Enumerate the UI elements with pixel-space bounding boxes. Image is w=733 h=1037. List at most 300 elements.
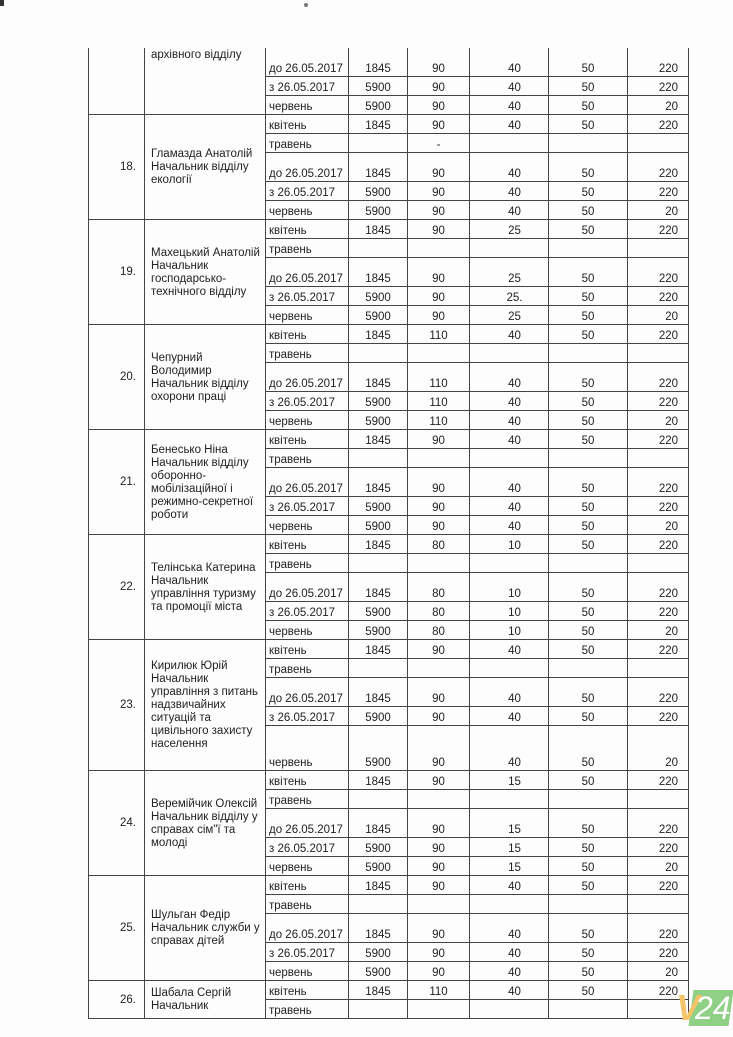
value-col3: 15 (470, 809, 549, 838)
value-col2: 80 (408, 573, 470, 602)
value-col1: 1845 (349, 363, 408, 392)
employee-name-position: Бенесько Ніна Начальник відділу оборонно-мобілізаційної і режимно-секретної роботи (145, 430, 266, 535)
value-col5 (628, 554, 689, 573)
period-label: до 26.05.2017 (266, 258, 349, 287)
value-col5: 20 (628, 962, 689, 981)
value-col2: 90 (408, 838, 470, 857)
table-row (89, 876, 689, 895)
value-col3: 40 (470, 516, 549, 535)
value-col2: 90 (408, 640, 470, 659)
value-col1 (349, 895, 408, 914)
value-col3: 40 (470, 726, 549, 771)
value-col5: 220 (628, 640, 689, 659)
value-col4: 50 (549, 771, 628, 790)
value-col4: 50 (549, 640, 628, 659)
value-col2: 80 (408, 535, 470, 554)
value-col5: 220 (628, 48, 689, 77)
period-label: до 26.05.2017 (266, 809, 349, 838)
value-col4: 50 (549, 48, 628, 77)
value-col4: 50 (549, 363, 628, 392)
value-col4 (549, 659, 628, 678)
value-col3: 25 (470, 220, 549, 239)
value-col2: 80 (408, 602, 470, 621)
value-col3: 40 (470, 115, 549, 134)
period-label: травень (266, 895, 349, 914)
period-label: з 26.05.2017 (266, 838, 349, 857)
value-col1: 5900 (349, 77, 408, 96)
scan-dot (304, 3, 308, 7)
value-col2: 90 (408, 678, 470, 707)
value-col5: 20 (628, 857, 689, 876)
period-label: квітень (266, 325, 349, 344)
value-col3: 10 (470, 602, 549, 621)
value-col1: 1845 (349, 535, 408, 554)
value-col1: 5900 (349, 962, 408, 981)
value-col3: 40 (470, 640, 549, 659)
value-col4: 50 (549, 287, 628, 306)
value-col1 (349, 1000, 408, 1019)
value-col3: 15 (470, 857, 549, 876)
employee-name-position: Махецький Анатолій Начальник господарсько-технічного відділу (145, 220, 266, 325)
value-col4: 50 (549, 153, 628, 182)
value-col4: 50 (549, 182, 628, 201)
period-label: червень (266, 516, 349, 535)
value-col2: 110 (408, 981, 470, 1000)
row-number: 24. (89, 771, 145, 876)
value-col2: 90 (408, 726, 470, 771)
value-col3: 40 (470, 48, 549, 77)
value-col3: 40 (470, 497, 549, 516)
table-row (89, 220, 689, 239)
value-col1: 5900 (349, 943, 408, 962)
value-col3: 15 (470, 771, 549, 790)
value-col5: 220 (628, 535, 689, 554)
value-col2: 90 (408, 77, 470, 96)
value-col1 (349, 134, 408, 153)
value-col2 (408, 554, 470, 573)
value-col4: 50 (549, 602, 628, 621)
row-number: 21. (89, 430, 145, 535)
value-col2: 90 (408, 468, 470, 497)
period-label: з 26.05.2017 (266, 77, 349, 96)
period-label: до 26.05.2017 (266, 363, 349, 392)
employee-name-position: Чепурний Володимир Начальник відділу охорони праці (145, 325, 266, 430)
value-col4: 50 (549, 325, 628, 344)
value-col4: 50 (549, 392, 628, 411)
period-label: червень (266, 621, 349, 640)
value-col4: 50 (549, 411, 628, 430)
row-number: 23. (89, 640, 145, 771)
table-row (89, 48, 689, 77)
employee-name-position: архівного відділу (145, 48, 266, 115)
value-col1: 1845 (349, 220, 408, 239)
value-col2: 90 (408, 809, 470, 838)
value-col1: 5900 (349, 96, 408, 115)
value-col4 (549, 239, 628, 258)
row-number: 26. (89, 981, 145, 1019)
row-number: 20. (89, 325, 145, 430)
period-label: травень (266, 554, 349, 573)
value-col3: 40 (470, 943, 549, 962)
table-row (89, 430, 689, 449)
value-col3: 40 (470, 962, 549, 981)
value-col4: 50 (549, 838, 628, 857)
value-col5: 220 (628, 943, 689, 962)
period-label: червень (266, 306, 349, 325)
period-label: травень (266, 134, 349, 153)
value-col4 (549, 895, 628, 914)
value-col1: 5900 (349, 411, 408, 430)
value-col5 (628, 449, 689, 468)
value-col1: 5900 (349, 726, 408, 771)
value-col1: 5900 (349, 621, 408, 640)
value-col4: 50 (549, 430, 628, 449)
value-col1: 1845 (349, 914, 408, 943)
value-col5: 220 (628, 707, 689, 726)
value-col3 (470, 554, 549, 573)
value-col3: 10 (470, 535, 549, 554)
value-col3 (470, 134, 549, 153)
value-col2 (408, 659, 470, 678)
period-label: з 26.05.2017 (266, 707, 349, 726)
value-col5: 220 (628, 838, 689, 857)
period-label: квітень (266, 640, 349, 659)
period-label: до 26.05.2017 (266, 468, 349, 497)
value-col1: 5900 (349, 287, 408, 306)
period-label: червень (266, 201, 349, 220)
row-number: 18. (89, 115, 145, 220)
value-col4: 50 (549, 707, 628, 726)
value-col5: 220 (628, 77, 689, 96)
value-col1: 1845 (349, 573, 408, 602)
employee-name-position: Веремійчик Олексій Начальник відділу у справах сім"ї та молоді (145, 771, 266, 876)
value-col2 (408, 344, 470, 363)
value-col3: 25. (470, 287, 549, 306)
value-col2: 90 (408, 771, 470, 790)
value-col5: 220 (628, 468, 689, 497)
value-col4: 50 (549, 943, 628, 962)
value-col3: 40 (470, 707, 549, 726)
value-col2: 90 (408, 516, 470, 535)
value-col1: 5900 (349, 392, 408, 411)
value-col5: 220 (628, 115, 689, 134)
value-col3: 40 (470, 363, 549, 392)
value-col1: 1845 (349, 981, 408, 1000)
value-col4 (549, 1000, 628, 1019)
value-col3: 10 (470, 621, 549, 640)
value-col1 (349, 449, 408, 468)
value-col2: 110 (408, 363, 470, 392)
value-col1: 5900 (349, 838, 408, 857)
value-col2: 90 (408, 201, 470, 220)
value-col2: 90 (408, 115, 470, 134)
value-col2: 90 (408, 48, 470, 77)
value-col2: 90 (408, 182, 470, 201)
row-number: 19. (89, 220, 145, 325)
value-col3 (470, 449, 549, 468)
value-col5: 220 (628, 602, 689, 621)
value-col4: 50 (549, 809, 628, 838)
period-label: травень (266, 344, 349, 363)
value-col5: 220 (628, 430, 689, 449)
value-col2 (408, 1000, 470, 1019)
value-col5: 220 (628, 287, 689, 306)
value-col3 (470, 239, 549, 258)
scan-corner-mark (0, 0, 4, 6)
period-label: з 26.05.2017 (266, 182, 349, 201)
value-col3: 25 (470, 306, 549, 325)
value-col5: 220 (628, 914, 689, 943)
value-col2: 90 (408, 857, 470, 876)
value-col2: 90 (408, 876, 470, 895)
salary-table (88, 48, 689, 1019)
value-col4: 50 (549, 96, 628, 115)
value-col1: 1845 (349, 678, 408, 707)
table-row (89, 771, 689, 790)
value-col2: 110 (408, 392, 470, 411)
value-col3: 15 (470, 838, 549, 857)
value-col4: 50 (549, 914, 628, 943)
value-col2: 90 (408, 96, 470, 115)
period-label: до 26.05.2017 (266, 678, 349, 707)
value-col5: 220 (628, 258, 689, 287)
table-row (89, 115, 689, 134)
value-col1 (349, 344, 408, 363)
value-col5: 220 (628, 771, 689, 790)
value-col4: 50 (549, 857, 628, 876)
value-col5: 220 (628, 325, 689, 344)
value-col4: 50 (549, 876, 628, 895)
value-col4 (549, 790, 628, 809)
value-col1 (349, 554, 408, 573)
period-label: квітень (266, 981, 349, 1000)
logo-number: 24 (695, 990, 731, 1026)
value-col2: 90 (408, 430, 470, 449)
value-col5: 20 (628, 726, 689, 771)
period-label: до 26.05.2017 (266, 48, 349, 77)
value-col4: 50 (549, 77, 628, 96)
value-col3 (470, 344, 549, 363)
table-row (89, 535, 689, 554)
value-col1 (349, 790, 408, 809)
value-col3: 40 (470, 981, 549, 1000)
value-col3: 40 (470, 77, 549, 96)
value-col1: 5900 (349, 182, 408, 201)
period-label: травень (266, 239, 349, 258)
value-col1: 5900 (349, 516, 408, 535)
value-col5: 20 (628, 411, 689, 430)
period-label: квітень (266, 771, 349, 790)
value-col2 (408, 895, 470, 914)
value-col4: 50 (549, 115, 628, 134)
value-col4: 50 (549, 981, 628, 1000)
value-col4: 50 (549, 306, 628, 325)
table-row (89, 325, 689, 344)
value-col1: 5900 (349, 201, 408, 220)
value-col1: 1845 (349, 876, 408, 895)
value-col2: 110 (408, 325, 470, 344)
value-col1: 1845 (349, 153, 408, 182)
value-col3: 40 (470, 876, 549, 895)
period-label: травень (266, 449, 349, 468)
value-col4 (549, 449, 628, 468)
period-label: квітень (266, 220, 349, 239)
value-col3: 40 (470, 430, 549, 449)
value-col2: 90 (408, 220, 470, 239)
value-col3 (470, 895, 549, 914)
value-col4: 50 (549, 516, 628, 535)
value-col3: 40 (470, 96, 549, 115)
value-col5: 220 (628, 573, 689, 602)
value-col2 (408, 239, 470, 258)
period-label: до 26.05.2017 (266, 573, 349, 602)
period-label: квітень (266, 876, 349, 895)
value-col4 (549, 134, 628, 153)
value-col3: 40 (470, 153, 549, 182)
value-col5 (628, 790, 689, 809)
value-col1: 5900 (349, 602, 408, 621)
logo-letter: V (676, 987, 701, 1028)
value-col5: 220 (628, 392, 689, 411)
value-col5 (628, 344, 689, 363)
value-col1: 1845 (349, 115, 408, 134)
period-label: травень (266, 790, 349, 809)
row-number: 22. (89, 535, 145, 640)
value-col4 (549, 554, 628, 573)
value-col4: 50 (549, 220, 628, 239)
employee-name-position: Кирилюк Юрій Начальник управління з питань надзвичайних ситуацій та цивільного захисту населення (145, 640, 266, 771)
value-col1: 1845 (349, 430, 408, 449)
value-col5: 20 (628, 516, 689, 535)
value-col5: 220 (628, 497, 689, 516)
period-label: з 26.05.2017 (266, 943, 349, 962)
value-col1: 1845 (349, 325, 408, 344)
value-col1: 5900 (349, 497, 408, 516)
employee-name-position: Гламазда Анатолій Начальник відділу екології (145, 115, 266, 220)
period-label: з 26.05.2017 (266, 497, 349, 516)
value-col2: 90 (408, 497, 470, 516)
value-col2: 80 (408, 621, 470, 640)
row-number (89, 48, 145, 115)
period-label: червень (266, 962, 349, 981)
value-col4: 50 (549, 497, 628, 516)
employee-name-position: Шабала Сергій Начальник (145, 981, 266, 1019)
value-col4: 50 (549, 621, 628, 640)
period-label: червень (266, 857, 349, 876)
value-col3: 25 (470, 258, 549, 287)
value-col5 (628, 895, 689, 914)
value-col4: 50 (549, 468, 628, 497)
value-col3: 40 (470, 678, 549, 707)
value-col2: 90 (408, 943, 470, 962)
value-col5: 220 (628, 876, 689, 895)
value-col1 (349, 239, 408, 258)
period-label: квітень (266, 115, 349, 134)
table-row (89, 981, 689, 1000)
value-col4: 50 (549, 573, 628, 602)
value-col3: 40 (470, 325, 549, 344)
value-col2: - (408, 134, 470, 153)
table-row (89, 640, 689, 659)
value-col3: 40 (470, 182, 549, 201)
value-col5: 220 (628, 220, 689, 239)
value-col5: 220 (628, 809, 689, 838)
value-col4 (549, 344, 628, 363)
period-label: до 26.05.2017 (266, 914, 349, 943)
period-label: з 26.05.2017 (266, 287, 349, 306)
value-col3: 40 (470, 411, 549, 430)
period-label: до 26.05.2017 (266, 153, 349, 182)
value-col3: 40 (470, 468, 549, 497)
value-col5: 220 (628, 678, 689, 707)
value-col3 (470, 790, 549, 809)
value-col5 (628, 239, 689, 258)
value-col5: 20 (628, 201, 689, 220)
value-col2: 90 (408, 707, 470, 726)
value-col1: 1845 (349, 468, 408, 497)
value-col3 (470, 659, 549, 678)
value-col5: 220 (628, 363, 689, 392)
value-col4: 50 (549, 678, 628, 707)
period-label: квітень (266, 430, 349, 449)
value-col5: 20 (628, 306, 689, 325)
value-col1: 1845 (349, 258, 408, 287)
period-label: квітень (266, 535, 349, 554)
value-col5: 20 (628, 621, 689, 640)
value-col1: 5900 (349, 857, 408, 876)
value-col2 (408, 790, 470, 809)
v24-watermark-logo (676, 988, 730, 1028)
value-col1: 1845 (349, 771, 408, 790)
value-col4: 50 (549, 258, 628, 287)
value-col1 (349, 659, 408, 678)
value-col4: 50 (549, 535, 628, 554)
employee-name-position: Шульган Федір Начальник служби у справах дітей (145, 876, 266, 981)
value-col5 (628, 659, 689, 678)
period-label: травень (266, 1000, 349, 1019)
value-col3 (470, 1000, 549, 1019)
period-label: травень (266, 659, 349, 678)
value-col4: 50 (549, 201, 628, 220)
value-col2: 110 (408, 411, 470, 430)
period-label: червень (266, 411, 349, 430)
value-col5: 220 (628, 182, 689, 201)
value-col1: 1845 (349, 48, 408, 77)
value-col4: 50 (549, 962, 628, 981)
value-col5: 220 (628, 153, 689, 182)
value-col1: 1845 (349, 809, 408, 838)
value-col5: 20 (628, 96, 689, 115)
row-number: 25. (89, 876, 145, 981)
period-label: червень (266, 726, 349, 771)
value-col2: 90 (408, 914, 470, 943)
employee-name-position: Телінська Катерина Начальник управління туризму та промоції міста (145, 535, 266, 640)
value-col5: 220 (628, 981, 689, 1000)
value-col3: 40 (470, 392, 549, 411)
value-col3: 40 (470, 201, 549, 220)
value-col2: 90 (408, 153, 470, 182)
value-col1: 1845 (349, 640, 408, 659)
value-col2 (408, 449, 470, 468)
value-col2: 90 (408, 306, 470, 325)
value-col1: 5900 (349, 707, 408, 726)
value-col5 (628, 134, 689, 153)
value-col3: 40 (470, 914, 549, 943)
period-label: з 26.05.2017 (266, 602, 349, 621)
period-label: з 26.05.2017 (266, 392, 349, 411)
value-col2: 90 (408, 962, 470, 981)
value-col2: 90 (408, 287, 470, 306)
